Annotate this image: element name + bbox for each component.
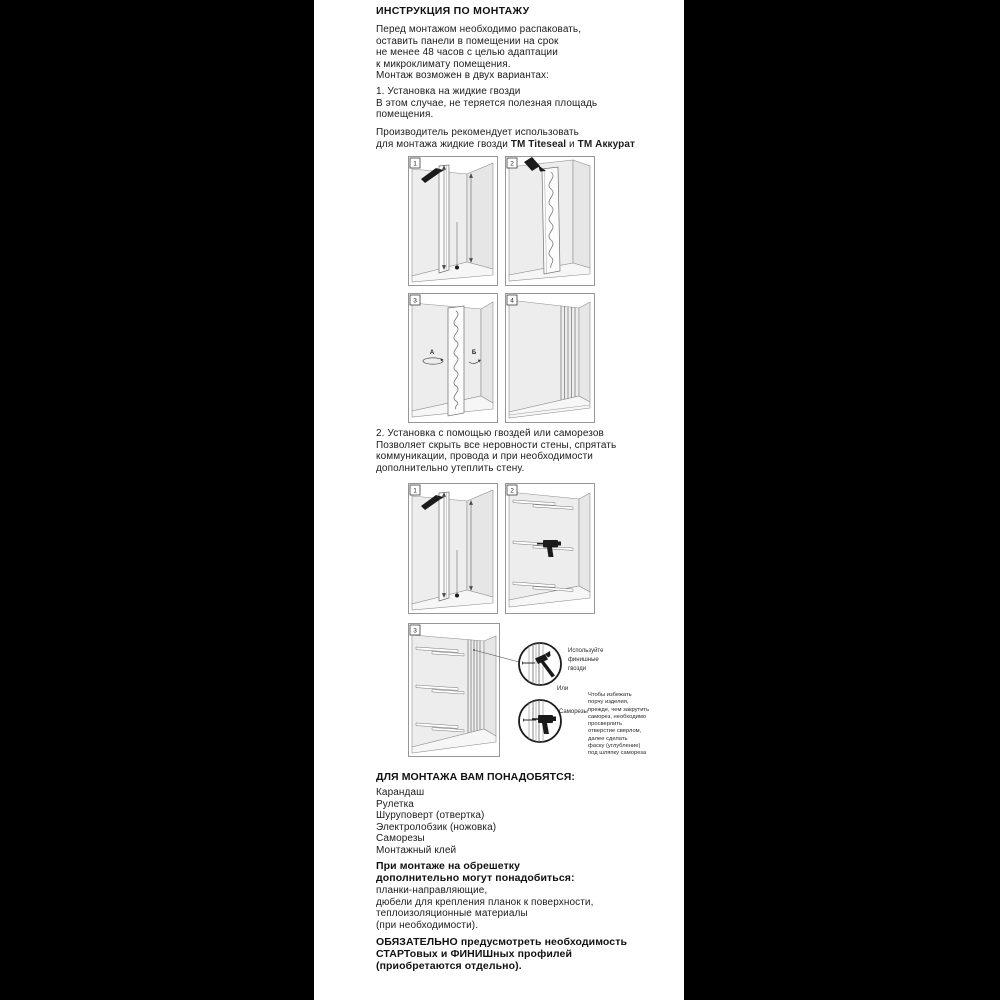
step-number: 1 bbox=[413, 160, 417, 168]
extras-heading bbox=[376, 861, 575, 884]
text-line: финишные bbox=[568, 657, 599, 663]
text-line: 2. Установка с помощью гвоздей или саморезов bbox=[376, 428, 604, 439]
option2-paragraph bbox=[376, 428, 616, 474]
text-line: Шуруповерт (отвертка) bbox=[376, 810, 485, 821]
text-line: В этом случае, не теряется полезная площадь bbox=[376, 97, 598, 109]
diagram2-step2-battens bbox=[505, 483, 595, 614]
text-line: отверстие сверлом, bbox=[588, 728, 642, 735]
right-wall bbox=[573, 160, 590, 268]
left-wall bbox=[412, 303, 481, 411]
text-line: СТАРТовых и ФИНИШных профилей bbox=[376, 948, 573, 960]
text-line: под шляпку самореза bbox=[588, 750, 647, 757]
text-line: порчу изделия, bbox=[588, 699, 629, 706]
motion-label-a: А bbox=[429, 350, 435, 356]
text-line: не менее 48 часов с целью адаптации bbox=[376, 47, 558, 58]
step-number: 4 bbox=[510, 297, 514, 305]
extras-list bbox=[376, 885, 593, 931]
text-line: (приобретаются отдельно). bbox=[376, 960, 522, 972]
text-line: просверлить bbox=[588, 721, 623, 728]
text-line: теплоизоляционные материалы bbox=[376, 908, 528, 919]
right-wall bbox=[579, 493, 590, 592]
text-line: ОБЯЗАТЕЛЬНО предусмотреть необходимость bbox=[376, 936, 628, 948]
tools-heading: ДЛЯ МОНТАЖА ВАМ ПОНАДОБЯТСЯ: bbox=[376, 771, 576, 783]
screws-label: Саморезы bbox=[559, 709, 588, 715]
recommend-plain: для монтажа жидкие гвозди bbox=[376, 138, 511, 150]
mandatory-note bbox=[376, 936, 627, 972]
text-line: саморез, необходимо bbox=[588, 713, 647, 720]
option1-paragraph bbox=[376, 86, 597, 121]
text-line: прежде, чем закрутить bbox=[588, 706, 650, 713]
text-line: Позволяет скрыть все неровности стены, спрятать bbox=[376, 439, 617, 451]
recommend-line1: Производитель рекомендует использовать bbox=[376, 127, 579, 138]
screws-detail-circle bbox=[519, 700, 561, 742]
text-line: Монтажный клей bbox=[376, 844, 457, 856]
panel-strip bbox=[448, 306, 464, 416]
step-number: 2 bbox=[510, 487, 514, 495]
text-line: Саморезы bbox=[376, 833, 425, 844]
text-line: коммуникации, провода и при необходимости bbox=[376, 451, 593, 462]
text-line: планки-направляющие, bbox=[376, 885, 488, 896]
text-line: Чтобы избежать bbox=[588, 692, 632, 698]
motion-label-b: Б bbox=[471, 350, 477, 356]
text-line: дополнительно утеплить стену. bbox=[376, 462, 525, 474]
right-wall bbox=[481, 302, 493, 403]
text-line: помещения. bbox=[376, 109, 434, 120]
diagram2-step1-marking bbox=[408, 483, 498, 614]
step-number: 1 bbox=[413, 487, 417, 495]
text-line: 1. Установка на жидкие гвозди bbox=[376, 86, 521, 97]
recommend-and: и bbox=[566, 138, 578, 150]
recommend-paragraph bbox=[376, 127, 635, 150]
text-line: дюбели для крепления планок к поверхности, bbox=[376, 896, 594, 908]
text-line: далее сделать bbox=[588, 735, 628, 742]
text-line: Используйте bbox=[568, 648, 604, 654]
right-wall bbox=[484, 636, 496, 736]
step-number: 2 bbox=[510, 160, 514, 168]
text-line: гвозди bbox=[568, 666, 587, 672]
page-title: ИНСТРУКЦИЯ ПО МОНТАЖУ bbox=[376, 5, 530, 17]
text-line: Рулетка bbox=[376, 798, 414, 810]
text-line: оставить панели в помещении на срок bbox=[376, 35, 559, 47]
step-number: 3 bbox=[413, 627, 417, 635]
finish-nails-detail-circle bbox=[519, 643, 561, 685]
instruction-sheet bbox=[314, 0, 684, 1000]
brand-akkurat: ТМ Аккурат bbox=[577, 138, 636, 150]
screw-note bbox=[588, 692, 649, 758]
step-number: 3 bbox=[413, 297, 417, 305]
left-wall bbox=[509, 297, 579, 412]
right-wall bbox=[579, 302, 590, 402]
tools-list bbox=[376, 787, 496, 856]
finish-nails-label bbox=[568, 647, 603, 674]
diagram-step4-result bbox=[505, 293, 595, 423]
text-line: (при необходимости). bbox=[376, 919, 479, 931]
text-line: дополнительно могут понадобиться: bbox=[376, 871, 575, 884]
recommend-line2 bbox=[376, 139, 635, 151]
text-line: к микроклимату помещения. bbox=[376, 58, 511, 70]
text-line: фаску (углубление) bbox=[588, 743, 641, 750]
diagram-step1-marking bbox=[408, 156, 498, 286]
intro-paragraph bbox=[376, 24, 581, 82]
diagram-step2-glue bbox=[505, 156, 595, 286]
or-label: Или bbox=[557, 686, 569, 692]
text-line: При монтаже на обрешетку bbox=[376, 860, 521, 872]
left-wall bbox=[509, 160, 573, 275]
text-line: Монтаж возможен в двух вариантах: bbox=[376, 70, 550, 81]
text-line: Карандаш bbox=[376, 787, 425, 798]
text-line: Перед монтажом необходимо распаковать, bbox=[376, 24, 582, 35]
brand-titeseal: ТМ Titeseal bbox=[510, 138, 567, 150]
text-line: Электролобзик (ножовка) bbox=[376, 821, 497, 833]
diagram-step3-press bbox=[408, 293, 498, 423]
